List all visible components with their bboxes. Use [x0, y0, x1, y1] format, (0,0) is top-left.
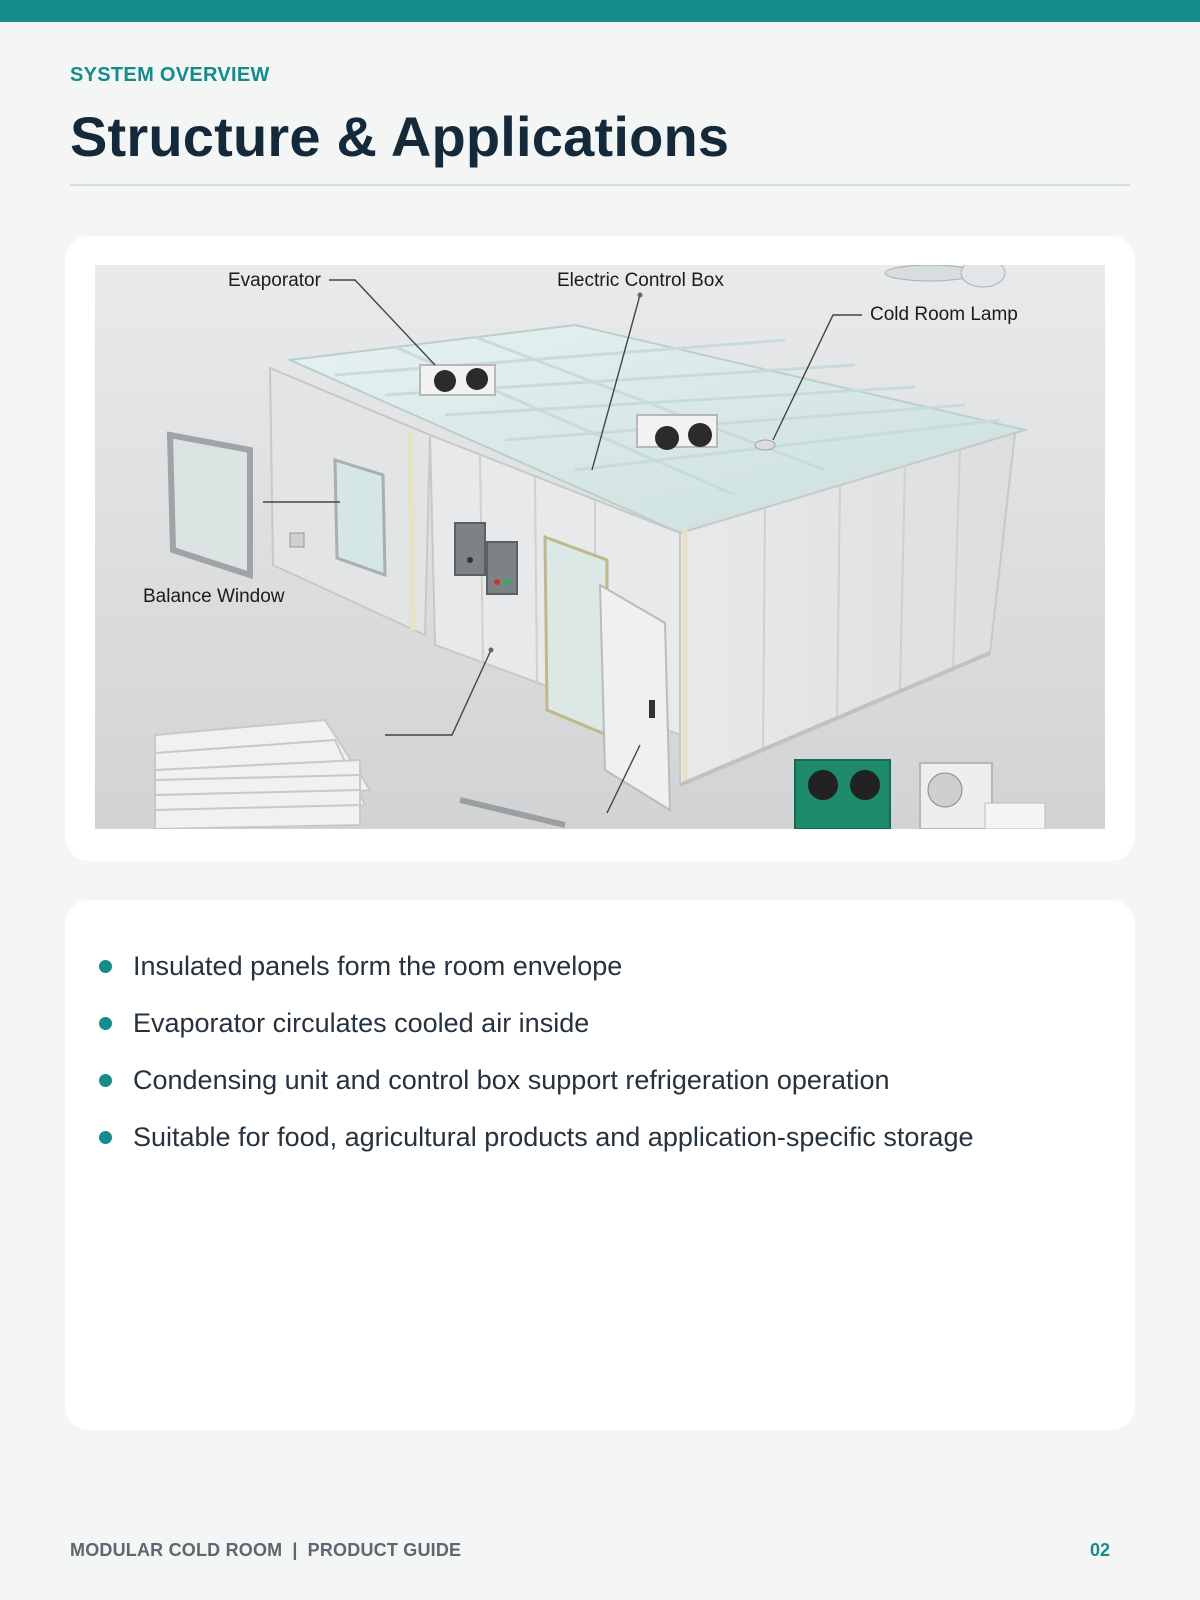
page-number: 02: [1089, 1540, 1110, 1560]
balance-window: [170, 435, 250, 575]
outdoor-unit: [920, 763, 992, 829]
callout-control-box: Electric Control Box: [557, 270, 724, 291]
bullet-dot-icon: [99, 960, 112, 973]
evaporator-unit-2: [637, 415, 717, 450]
list-item: [99, 938, 973, 995]
list-item: [99, 1109, 973, 1166]
cold-room-lamp: [755, 440, 775, 450]
callout-lamp: Cold Room Lamp: [870, 304, 1018, 325]
footer-guide: PRODUCT GUIDE: [307, 1540, 462, 1560]
section-eyebrow: SYSTEM OVERVIEW: [70, 64, 270, 86]
door-frame: [545, 537, 607, 735]
feature-card: [65, 900, 1135, 1430]
top-accent-bar: [0, 0, 1200, 22]
evaporator-unit-1: [420, 365, 495, 395]
list-item: [99, 995, 973, 1052]
wall-window: [335, 460, 385, 575]
bullet-text: Insulated panels form the room envelope: [133, 951, 623, 981]
footer-label: [70, 1540, 461, 1561]
title-divider: [70, 184, 1130, 186]
cold-room-illustration: [95, 265, 1105, 829]
bullet-text: Suitable for food, agricultural products and application-specific storage: [133, 1122, 974, 1152]
control-box-2: [487, 542, 517, 594]
bullet-dot-icon: [99, 1074, 112, 1087]
footer-product: MODULAR COLD ROOM: [70, 1540, 283, 1560]
bullet-text: Condensing unit and control box support refrigeration operation: [133, 1065, 890, 1095]
control-box-1: [455, 523, 485, 575]
condensing-unit: [795, 760, 890, 829]
bullet-dot-icon: [99, 1017, 112, 1030]
callout-balance-window: Balance Window: [143, 586, 285, 607]
callout-evaporator: Evaporator: [228, 270, 321, 291]
figure-card: [65, 236, 1135, 861]
list-item: [99, 1052, 973, 1109]
bullet-dot-icon: [99, 1131, 112, 1144]
feature-list: [99, 938, 973, 1166]
page-title: Structure & Applications: [70, 105, 730, 168]
bullet-text: Evaporator circulates cooled air inside: [133, 1008, 590, 1038]
footer-separator: |: [292, 1540, 298, 1560]
